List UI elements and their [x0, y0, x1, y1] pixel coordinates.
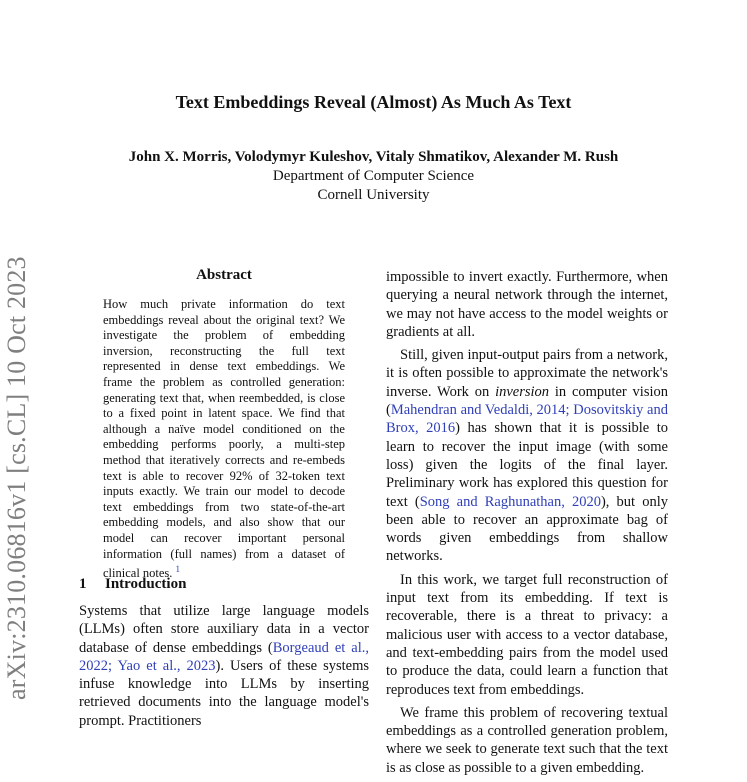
affiliation-department: Department of Computer Science [272, 168, 475, 184]
footnote-marker[interactable]: 1 [175, 564, 181, 575]
citation-link[interactable]: Song and Raghunathan, 2020 [419, 493, 601, 510]
affiliation-university: Cornell University [317, 187, 430, 203]
section-heading-introduction [79, 576, 369, 593]
section-title: Introduction [105, 576, 187, 592]
intro-text: Systems that utilize large language models (LLMs) often store auxiliary data in a vector database of dense embeddings ( [79, 603, 369, 656]
section-number: 1 [79, 576, 87, 592]
paper-title: Text Embeddings Reveal (Almost) As Much As Text [175, 92, 572, 112]
arxiv-identifier-stamp: arXiv:2310.06816v1 [cs.CL] 10 Oct 2023 [2, 256, 31, 700]
citation-link[interactable]: Mahendran and Vedaldi, 2014; Dosovitskiy and Brox, 2016 [386, 402, 668, 437]
paragraph [386, 346, 668, 566]
abstract-text: How much private information do text embeddings reveal about the original text? We investigate the problem of embedding inversion, reconstructing the full text represented in dense text embeddings. We frame the problem as controlled generation: generating text that, when reembedded, is close to a fixed point in latent space. We find that although a naïve model conditioned on the embedding performs poorly, a multi-step method that iteratively corrects and re-embeds text is able to recover 92% of 32-token text inputs exactly. We train our model to decode text embeddings from two state-of-the-art embedding models, and also show that our model can recover important personal information (full names) from a dataset of clinical notes. [103, 297, 345, 581]
paragraph-text: ), but only been able to recover an approximate bag of words given embeddings from shallow networks. [386, 493, 668, 565]
paragraph: impossible to invert exactly. Furthermore, when querying a neural network through the internet, we may not have access to the model weights or gradients at all. [386, 269, 668, 340]
paragraph: We frame this problem of recovering textual embeddings as a controlled generation problem, where we seek to generate text such that the text is as close as possible to a given embedding. [386, 704, 668, 776]
citation-link[interactable]: Borgeaud et al., 2022; Yao et al., 2023 [79, 639, 369, 674]
right-column [386, 268, 668, 782]
paragraph-text: ) has shown that it is possible to learn to recover the input image (with some loss) given the logits of the final layer. Preliminary work has explored this question for text ( [386, 420, 668, 510]
emphasis-text: inversion [495, 383, 550, 400]
author-names: John X. Morris, Volodymyr Kuleshov, Vitaly Shmatikov, Alexander M. Rush [128, 149, 619, 165]
abstract-body [103, 297, 345, 582]
author-block [0, 148, 747, 205]
paragraph-text: Still, given input-output pairs from a network, it is often possible to approximate the network's inverse. Work on [386, 347, 668, 400]
paragraph-text: in computer vision ( [386, 383, 668, 419]
intro-text: ). Users of these systems infuse knowledge into LLMs by inserting retrieved documents into the language model's prompt. Practitioners [79, 657, 369, 729]
intro-paragraph-left [79, 602, 369, 730]
paragraph: In this work, we target full reconstruction of input text from its embedding. If text is recoverable, there is a threat to privacy: a malicious user with access to a vector database, and text-embedding pairs from the model used to produce the data, could learn a function that reproduces text from embeddings. [386, 571, 668, 698]
abstract-heading: Abstract [196, 267, 252, 283]
